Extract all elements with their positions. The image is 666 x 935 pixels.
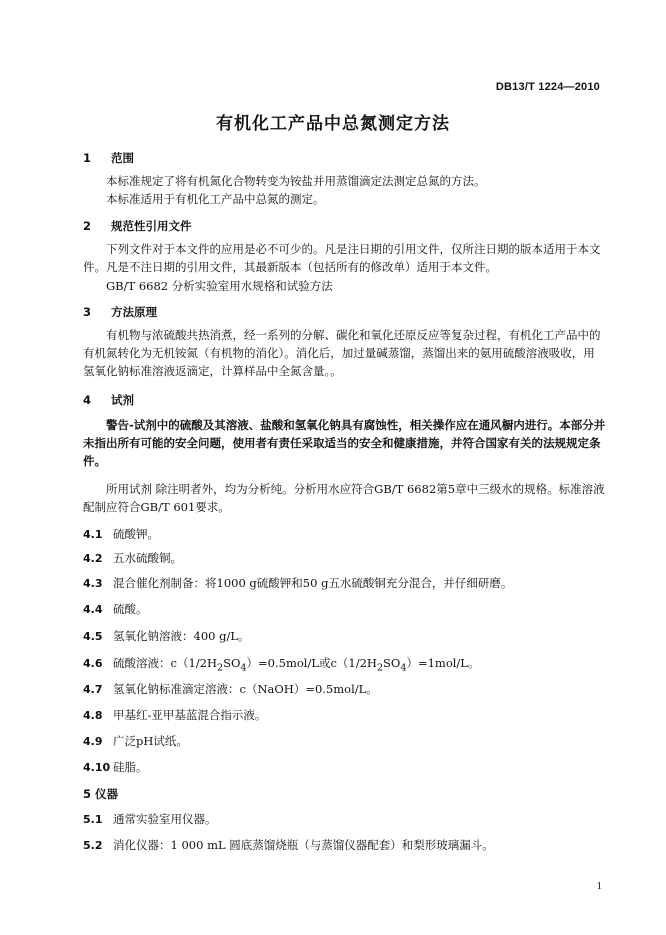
paragraph-line: 本标准规定了将有机氮化合物转变为铵盐并用蒸馏滴定法测定总氮的方法。	[106, 174, 486, 188]
normative-reference: GB/T 6682 分析实验室用水规格和试验方法	[106, 279, 333, 293]
list-item: 5.1 通常实验室用仪器。	[83, 812, 217, 826]
warning-line: 警告-试剂中的硫酸及其溶液、盐酸和氢氧化钠具有腐蚀性，相关操作应在通风橱内进行。本部分并	[106, 418, 606, 432]
list-item: 5.2 消化仪器：1 000 mL 圆底蒸馏烧瓶（与蒸馏仪器配套）和梨形玻璃漏斗。	[83, 838, 494, 852]
list-item: 4.5 氢氧化钠溶液：400 g/L。	[83, 629, 250, 643]
paragraph-line: 配制应符合GB/T 601要求。	[83, 500, 230, 514]
section-title: 仪器	[95, 787, 118, 801]
document-code: DB13/T 1224—2010	[495, 81, 600, 93]
list-item: 4.6 硫酸溶液：$c(1/2H_2SO_4)=0.5mol/L$或$c(1/2H_2SO_4)=1mol/L$。	[83, 656, 480, 674]
page-number: 1	[596, 880, 602, 892]
paragraph-line: 所用试剂 除注明者外，均为分析纯。分析用水应符合GB/T 6682第5章中三级水的规格。标准溶液	[106, 482, 605, 496]
list-item: 4.7 氢氧化钠标准滴定溶液：c（NaOH）=0.5mol/L。	[83, 682, 378, 696]
list-item: 4.4 硫酸。	[83, 602, 148, 616]
warning-line: 未指出所有可能的安全问题，使用者有责任采取适当的安全和健康措施，并符合国家有关的法规规定条	[83, 436, 601, 450]
section-number: 4	[83, 393, 92, 407]
list-item: 4.8 甲基红-亚甲基蓝混合指示液。	[83, 708, 267, 722]
section-title: 方法原理	[111, 305, 157, 319]
paragraph-line: 件。凡是不注日期的引用文件，其最新版本（包括所有的修改单）适用于本文件。	[83, 260, 497, 274]
section-2-heading	[83, 218, 192, 234]
section-number: 1	[83, 151, 92, 165]
section-number: 5	[83, 787, 92, 801]
section-3-heading	[83, 304, 157, 320]
list-item: 4.9 广泛pH试纸。	[83, 734, 188, 748]
section-4-heading	[83, 392, 134, 408]
list-item: 4.3 混合催化剂制备：将1000 g硫酸钾和50 g五水硫酸铜充分混合，并仔细研磨。	[83, 576, 513, 590]
list-item: 4.1 硫酸钾。	[83, 527, 159, 541]
section-number: 2	[83, 219, 92, 233]
paragraph-line: 有机氮转化为无机铵氮（有机物的消化）。消化后，加过量碱蒸馏，蒸馏出来的氨用硫酸溶液吸收，用	[83, 346, 595, 360]
section-number: 3	[83, 305, 92, 319]
list-item: 4.2 五水硫酸铜。	[83, 551, 182, 565]
section-title: 规范性引用文件	[111, 219, 192, 233]
list-item: 4.10 硅脂。	[83, 760, 148, 774]
paragraph-line: 有机物与浓硫酸共热消煮，经一系列的分解、碳化和氧化还原反应等复杂过程，有机化工产品中的	[106, 328, 601, 342]
section-title: 范围	[111, 151, 134, 165]
section-title: 试剂	[111, 393, 134, 407]
paragraph-line: 氢氧化钠标准溶液返滴定，计算样品中全氮含量。。	[83, 364, 342, 378]
document-title: 有机化工产品中总氮测定方法	[216, 114, 450, 134]
paragraph-line: 本标准适用于有机化工产品中总氮的测定。	[106, 192, 325, 206]
paragraph-line: 下列文件对于本文件的应用是必不可少的。凡是注日期的引用文件，仅所注日期的版本适用于本文	[106, 242, 601, 256]
warning-line: 件。	[83, 454, 106, 468]
section-1-heading	[83, 150, 134, 166]
section-5-heading	[83, 786, 118, 802]
